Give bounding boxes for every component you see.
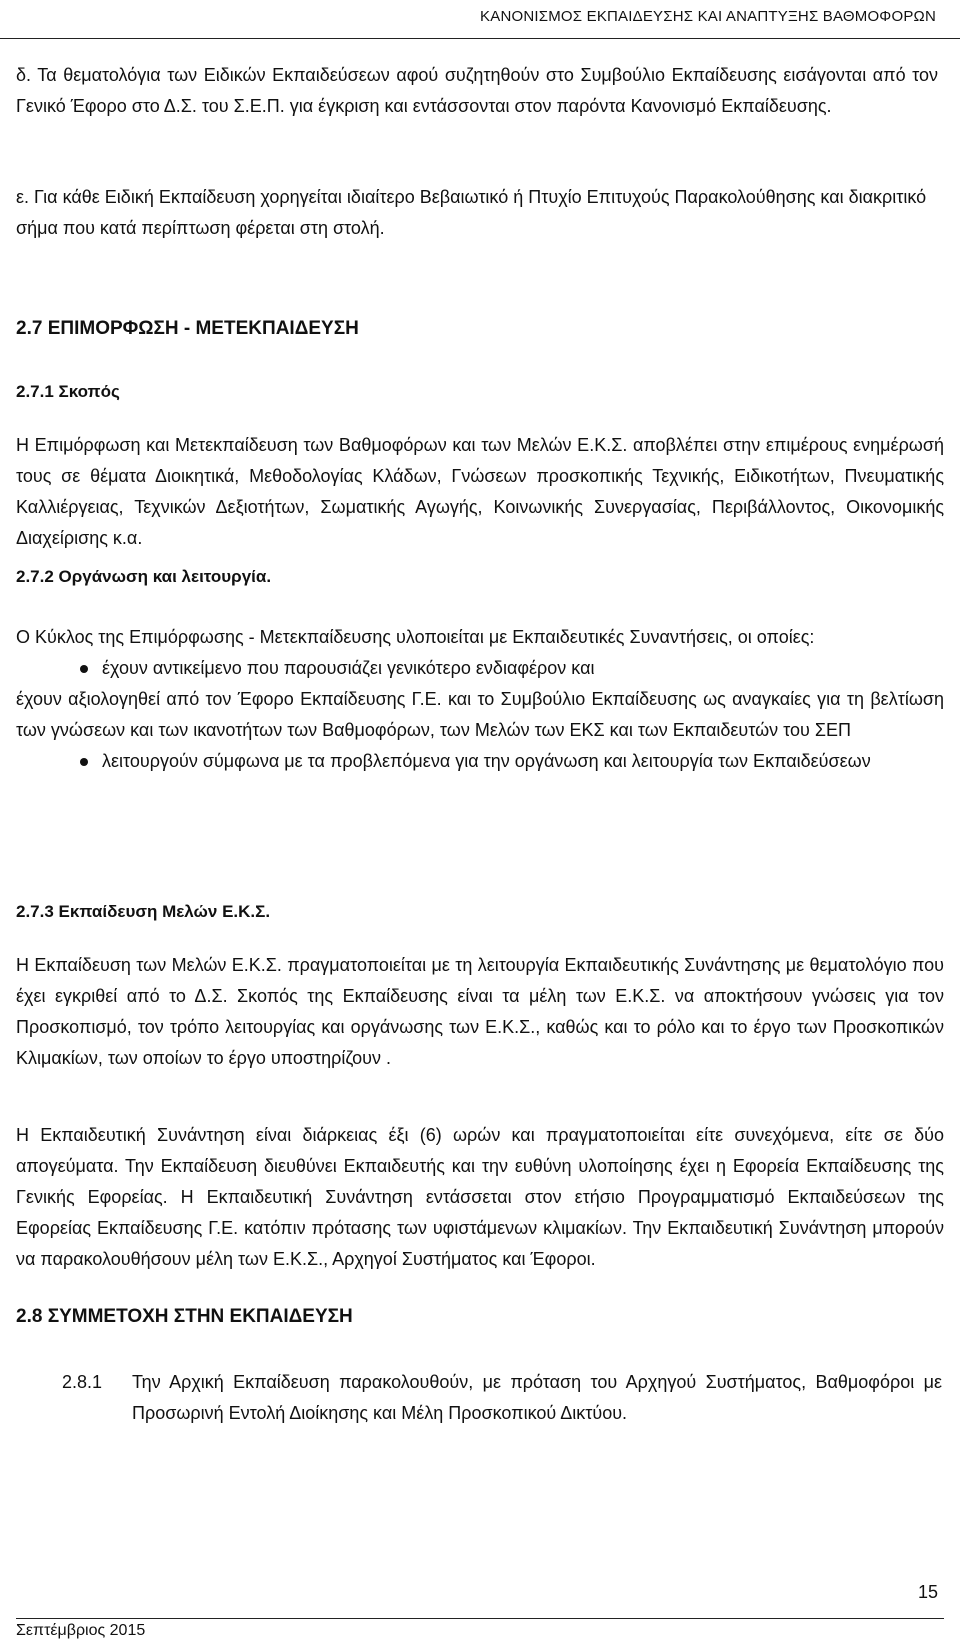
heading-2-7-3: 2.7.3 Εκπαίδευση Μελών Ε.Κ.Σ. bbox=[16, 902, 271, 921]
header-rule bbox=[0, 38, 960, 39]
bullet-2-text: λειτουργούν σύμφωνα με τα προβλεπόμενα για την οργάνωση και λειτουργία των Εκπαιδεύσεων bbox=[102, 751, 871, 771]
paragraph-item-e: ε. Για κάθε Ειδική Εκπαίδευση χορηγείται ιδιαίτερο Βεβαιωτικό ή Πτυχίο Επιτυχούς Παρακολούθησης και διακριτικό σήμα που κατά περίπτωση φέρεται στη στολή. bbox=[16, 187, 927, 238]
list-item bbox=[16, 746, 944, 777]
list-item bbox=[16, 653, 944, 684]
heading-2-7: 2.7 ΕΠΙΜΟΡΦΩΣΗ - ΜΕΤΕΚΠΑΙΔΕΥΣΗ bbox=[16, 318, 359, 339]
footer-date: Σεπτέμβριος 2015 bbox=[16, 1622, 146, 1639]
paragraph-2-7-3-a: Η Εκπαίδευση των Μελών Ε.Κ.Σ. πραγματοποιείται με τη λειτουργία Εκπαιδευτικής Συνάντησης με θεματολόγιο που έχει εγκριθεί από το Δ.Σ. Σκοπός της Εκπαίδευσης είναι τα μέλη των Ε.Κ.Σ. να αποκτήσουν γνώσεις για τον Προσκοπισμό, τον τρόπο λειτουργίας και οργάνωσης των Ε.Κ.Σ., καθώς και το ρόλο και το έργο των Προσκοπικών Κλιμακίων, των οποίων το έργο υποστηρίζουν . bbox=[16, 955, 944, 1068]
heading-2-8: 2.8 ΣΥΜΜΕΤΟΧΗ ΣΤΗΝ ΕΚΠΑΙΔΕΥΣΗ bbox=[16, 1306, 353, 1327]
paragraph-2-7-3-b: Η Εκπαιδευτική Συνάντηση είναι διάρκειας έξι (6) ωρών και πραγματοποιείται είτε συνεχόμενα, είτε σε δύο απογεύματα. Την Εκπαίδευση διευθύνει Εκπαιδευτής και την ευθύνη υλοποίησης έχει η Εφορεία Εκπαίδευσης της Γενικής Εφορείας. Η Εκπαιδευτική Συνάντηση εντάσσεται στον ετήσιο Προγραμματισμό Εκπαιδεύσεων της Εφορείας Εκπαίδευσης Γ.Ε. κατόπιν πρότασης των υφιστάμενων κλιμακίων. Την Εκπαιδευτική Συνάντηση μπορούν να παρακολουθήσουν μέλη των Ε.Κ.Σ., Αρχηγοί Συστήματος και Έφοροι. bbox=[16, 1125, 944, 1269]
bullet-list bbox=[16, 746, 944, 777]
heading-2-7-1: 2.7.1 Σκοπός bbox=[16, 382, 120, 401]
bullet-icon bbox=[80, 758, 88, 766]
running-header: ΚΑΝΟΝΙΣΜΟΣ ΕΚΠΑΙΔΕΥΣΗΣ ΚΑΙ ΑΝΑΠΤΥΞΗΣ ΒΑΘΜΟΦΟΡΩΝ bbox=[480, 8, 936, 25]
bullet-1-continuation: έχουν αξιολογηθεί από τον Έφορο Εκπαίδευσης Γ.Ε. και το Συμβούλιο Εκπαίδευσης ως αναγκαίες για τη βελτίωση των γνώσεων και των ικανοτήτων των Βαθμοφόρων, των Μελών των ΕΚΣ και των Εκπαιδευτών του ΣΕΠ bbox=[16, 689, 944, 740]
paragraph-2-7-2-intro: Ο Κύκλος της Επιμόρφωσης - Μετεκπαίδευσης υλοποιείται με Εκπαιδευτικές Συναντήσεις, οι οποίες: bbox=[16, 627, 815, 647]
subsection-2-8-1-text: Την Αρχική Εκπαίδευση παρακολουθούν, με πρόταση του Αρχηγού Συστήματος, Βαθμοφόροι με Προσωρινή Εντολή Διοίκησης και Μέλη Προσκοπικού Δικτύου. bbox=[132, 1372, 942, 1423]
footer-rule bbox=[16, 1618, 944, 1619]
page-number: 15 bbox=[917, 1582, 938, 1602]
paragraph-item-d: δ. Τα θεματολόγια των Ειδικών Εκπαιδεύσεων αφού συζητηθούν στο Συμβούλιο Εκπαίδευσης εισάγονται από τον Γενικό Έφορο στο Δ.Σ. του Σ.Ε.Π. για έγκριση και εντάσσονται στον παρόντα Κανονισμό Εκπαίδευσης. bbox=[16, 65, 938, 116]
paragraph-2-7-1: Η Επιμόρφωση και Μετεκπαίδευση των Βαθμοφόρων και των Μελών Ε.Κ.Σ. αποβλέπει στην επιμέρους ενημέρωσή τους σε θέματα Διοικητικά, Μεθοδολογίας Κλάδων, Γνώσεων προσκοπικής Τεχνικής, Ειδικοτήτων, Πνευματικής Καλλιέργειας, Τεχνικών Δεξιοτήτων, Σωματικής Αγωγής, Κοινωνικής Συνεργασίας, Περιβάλλοντος, Οικονομικής Διαχείρισης κ.α. bbox=[16, 435, 944, 548]
subsection-number: 2.8.1 bbox=[62, 1372, 103, 1392]
bullet-icon bbox=[80, 665, 88, 673]
subsection-2-8-1 bbox=[62, 1367, 942, 1429]
heading-2-7-2: 2.7.2 Οργάνωση και λειτουργία. bbox=[16, 567, 272, 586]
section-2-7-2-body bbox=[16, 622, 944, 777]
bullet-1-first-line: έχουν αντικείμενο που παρουσιάζει γενικότερο ενδιαφέρον και bbox=[102, 658, 595, 678]
bullet-list bbox=[16, 653, 944, 684]
